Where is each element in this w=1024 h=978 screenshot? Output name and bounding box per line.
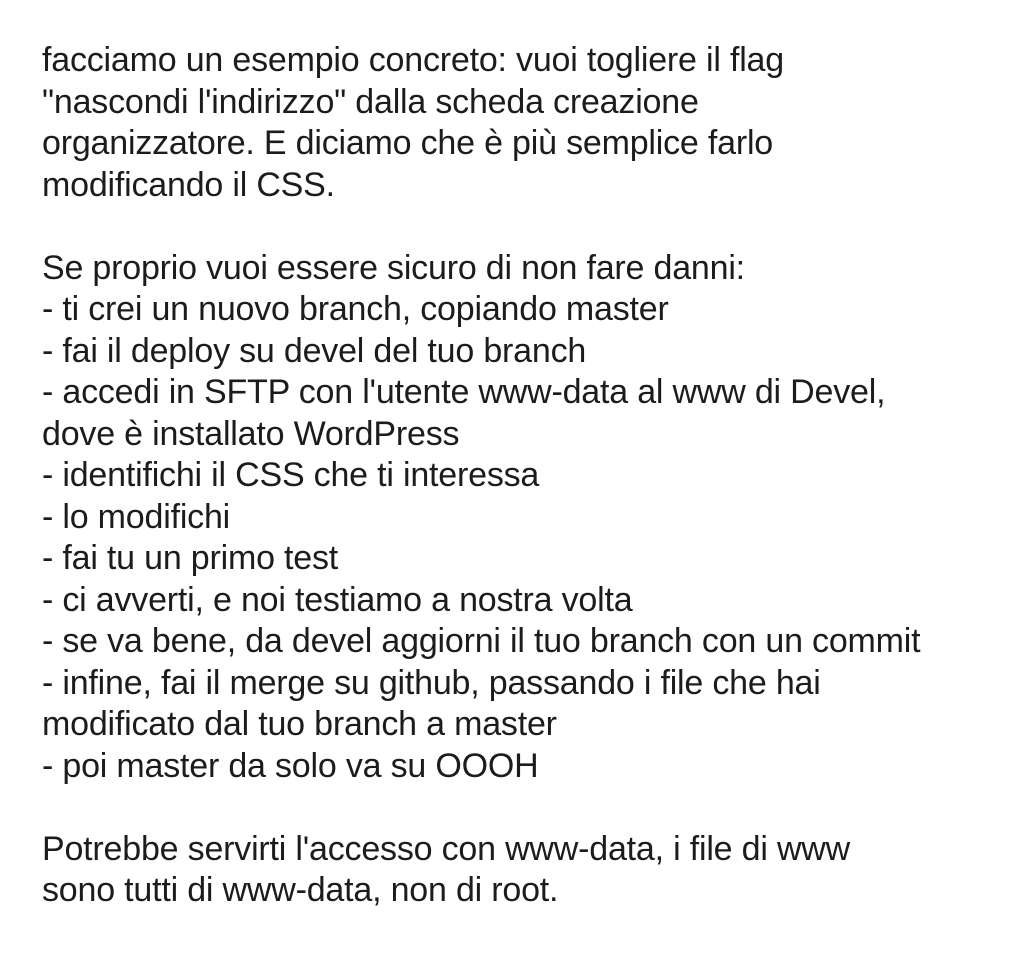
paragraph-gap xyxy=(42,787,1012,829)
list-item: - infine, fai il merge su github, passando i file che hai xyxy=(42,663,821,702)
list-item: - identifichi il CSS che ti interessa xyxy=(42,456,540,494)
list-item: - se va bene, da devel aggiorni il tuo branch con un commit xyxy=(42,622,921,660)
list-item: - fai il deploy su devel del tuo branch xyxy=(42,331,587,370)
steps-paragraph xyxy=(42,248,1012,788)
list-item: - ci avverti, e noi testiamo a nostra volta xyxy=(42,580,633,619)
text-line: sono tutti di www-data, non di root. xyxy=(42,871,559,909)
list-item: - lo modifichi xyxy=(42,497,231,536)
text-line: organizzatore. E diciamo che è più semplice farlo xyxy=(42,124,774,162)
message-text xyxy=(42,40,1012,912)
paragraph-gap xyxy=(42,206,1012,248)
list-item: - poi master da solo va su OOOH xyxy=(42,746,539,785)
text-line: Se proprio vuoi essere sicuro di non fare danni: xyxy=(42,248,745,287)
list-item: modificato dal tuo branch a master xyxy=(42,705,557,743)
text-line: modificando il CSS. xyxy=(42,165,335,204)
list-item: dove è installato WordPress xyxy=(42,414,460,453)
text-line: Potrebbe servirti l'accesso con www-data, i file di www xyxy=(42,829,851,868)
list-item: - ti crei un nuovo branch, copiando master xyxy=(42,290,669,328)
text-line: "nascondi l'indirizzo" dalla scheda creazione xyxy=(42,82,699,121)
list-item: - fai tu un primo test xyxy=(42,539,339,577)
intro-paragraph xyxy=(42,40,1012,206)
text-line: facciamo un esempio concreto: vuoi togliere il flag xyxy=(42,41,784,79)
outro-paragraph xyxy=(42,829,1012,912)
list-item: - accedi in SFTP con l'utente www-data al www di Devel, xyxy=(42,373,886,411)
